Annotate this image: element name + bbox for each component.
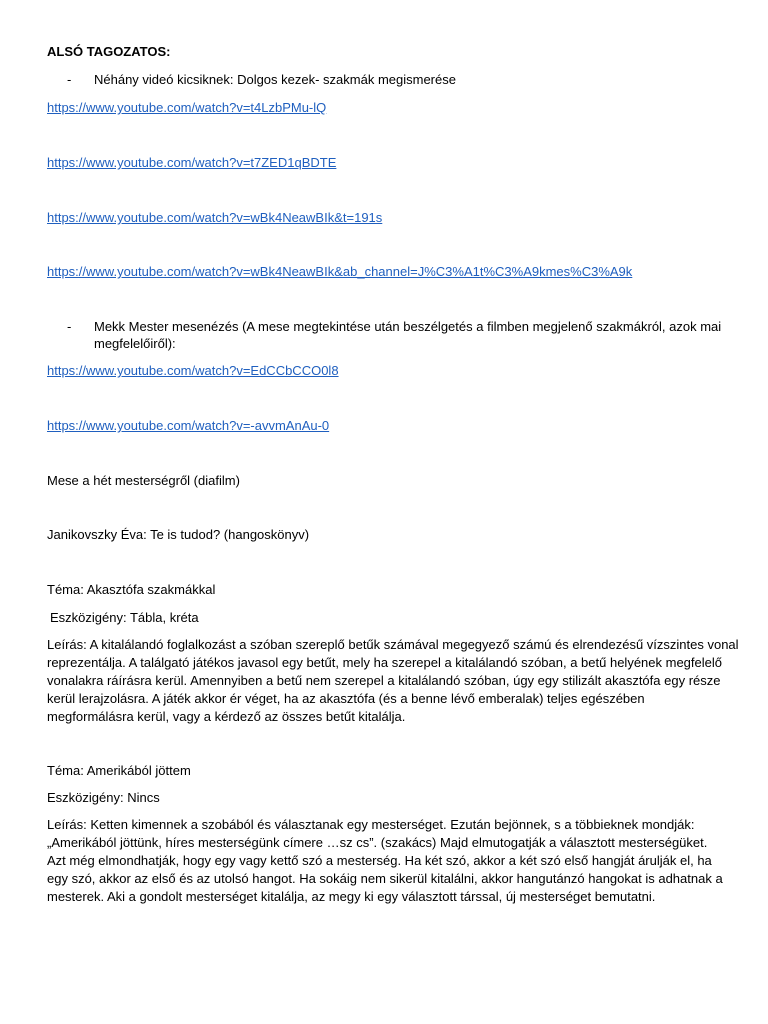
desc-line: vonalakra ráírásra kerül. Amennyiben a betű nem szerepel a kitalálandó szóban, úgy egy stilizált akasztófa egy része [47,673,721,688]
youtube-link-5[interactable]: https://www.youtube.com/watch?v=EdCCbCCO0l8 [47,363,339,378]
youtube-link-1[interactable]: https://www.youtube.com/watch?v=t4LzbPMu-lQ [47,100,327,115]
bullet-dash: - [67,72,72,87]
desc-line: Azt még elmondhatják, hogy egy vagy kettő szó a mesterség. Ha két szó, akkor a két szó első hangját árulják el, ha [47,853,712,868]
desc-line: kerül lerajzolásra. A játék akkor ér véget, ha az akasztófa (és a benne lévő emberalak) teljes egészében [47,691,645,706]
bullet-text-line1: Mekk Mester mesenézés (A mese megtekintése után beszélgetés a filmben megjelenő szakmákról, azok mai [94,319,722,334]
youtube-link-3[interactable]: https://www.youtube.com/watch?v=wBk4NeawBIk&t=191s [47,210,383,225]
audiobook-title: Janikovszky Éva: Te is tudod? (hangoskönyv) [47,527,310,542]
desc-line: Leírás: A kitalálandó foglalkozást a szóban szereplő betűk számával megegyező számú és elrendezésű vízszintes vonal [47,637,739,652]
desc-line: Leírás: Ketten kimennek a szobából és választanak egy mesterséget. Ezután bejönnek, s a többieknek mondják: [47,817,695,832]
youtube-link-4[interactable]: https://www.youtube.com/watch?v=wBk4NeawBIk&ab_channel=J%C3%A1t%C3%A9kmes%C3%A9k [47,264,633,279]
youtube-link-6[interactable]: https://www.youtube.com/watch?v=-avvmAnAu-0 [47,418,330,433]
bullet-dash: - [67,319,72,334]
desc-line: egy szó, akkor az első és az utolsó hangot. Ha sokáig nem sikerül kitalálni, akkor hangutánzó hangokat is adhatnak a [47,871,723,886]
bullet-text-line2: megfelelőiről): [94,336,176,351]
topic2-title: Téma: Amerikából jöttem [47,763,191,778]
youtube-link-2[interactable]: https://www.youtube.com/watch?v=t7ZED1qBDTE [47,155,337,170]
desc-line: megformálásra kerül, vagy a kérdező az összes betűt kitalálja. [47,709,406,724]
bullet-text: Néhány videó kicsiknek: Dolgos kezek- szakmák megismerése [94,72,456,87]
topic2-tools: Eszközigény: Nincs [47,790,160,805]
desc-line: reprezentálja. A találgató játékos javasol egy betűt, mely ha szerepel a kitalálandó szóban, a betű helyének megfelelő [47,655,722,670]
topic1-description [47,636,737,726]
diafilm-title: Mese a hét mesterségről (diafilm) [47,473,240,488]
topic1-tools: Eszközigény: Tábla, kréta [50,610,199,625]
topic2-description [47,816,737,906]
topic1-title: Téma: Akasztófa szakmákkal [47,582,216,597]
desc-line: „Amerikából jöttünk, híres mesterségünk címere …sz cs”. (szakács) Majd elmutogatják a választott mesterségüket. [47,835,708,850]
section-heading: ALSÓ TAGOZATOS: [47,44,171,59]
desc-line: mesterek. Aki a gondolt mesterséget kitalálja, az megy ki egy választott társsal, új mesterséget bemutatni. [47,889,656,904]
